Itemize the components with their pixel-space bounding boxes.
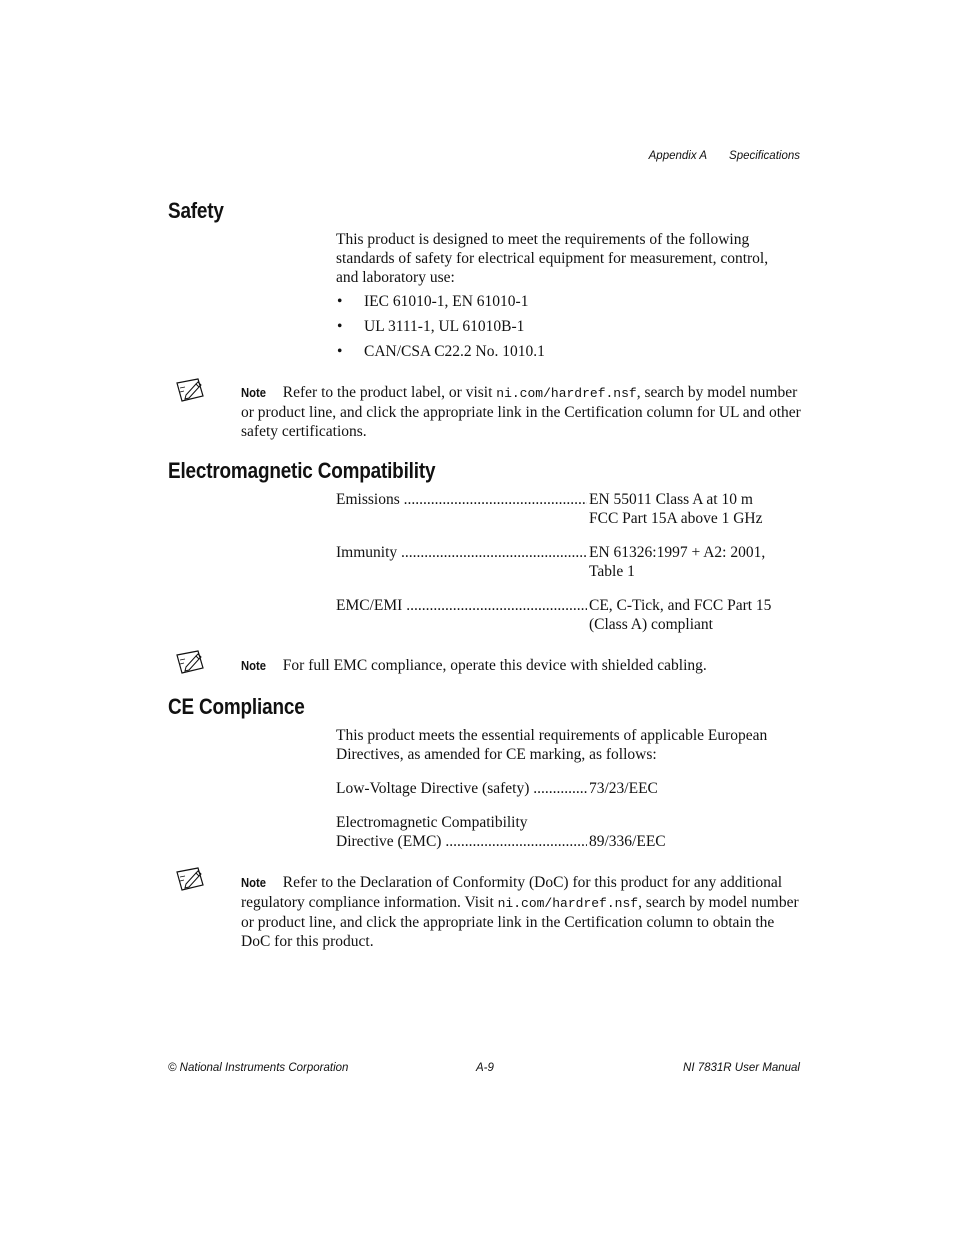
spec-value-line: (Class A) compliant: [589, 615, 713, 633]
spec-value-line: EN 61326:1997 + A2: 2001,: [589, 544, 766, 561]
directive-value: 73/23/EEC: [589, 780, 658, 797]
safety-heading: Safety: [168, 198, 224, 223]
running-header: [649, 150, 800, 162]
directive-label: Low-Voltage Directive (safety) .....: [336, 779, 587, 798]
list-item: • CAN/CSA C22.2 No. 1010.1: [336, 343, 545, 368]
ce-intro: This product meets the essential requirements of applicable European Directives, as amended for CE marking, as follows:: [336, 727, 768, 763]
note-pencil-icon: [176, 378, 204, 402]
spec-label: Emissions .....: [336, 491, 587, 510]
spec-value-line: Table 1: [589, 562, 635, 580]
hardref-link[interactable]: ni.com/hardref.nsf: [496, 386, 637, 401]
emc-note: [241, 656, 801, 676]
safety-intro: This product is designed to meet the requirements of the following standards of safety for electrical equipment for measurement, control, and laboratory use:: [336, 231, 769, 286]
footer-page-number: A-9: [476, 1062, 494, 1074]
spec-label: Immunity .....: [336, 544, 587, 563]
note-label: Note: [241, 876, 267, 890]
emc-heading: Electromagnetic Compatibility: [168, 458, 436, 483]
note-text: Refer to the Declaration of Conformity (DoC) for this product for any additional regulatory compliance information. Visit: [241, 874, 783, 911]
list-item: • UL 3111-1, UL 61010B-1: [336, 318, 545, 343]
header-appendix: Appendix A: [648, 150, 708, 162]
hardref-link[interactable]: ni.com/hardref.nsf: [497, 896, 639, 911]
safety-note: [241, 383, 801, 441]
spec-value: [589, 597, 804, 634]
directive-value: 89/336/EEC: [589, 833, 666, 850]
note-text: Refer to the product label, or visit: [282, 384, 497, 401]
note-pencil-icon: [176, 867, 204, 891]
directive-row-emc: [336, 813, 806, 851]
safety-standards-list: [336, 293, 545, 368]
spec-label: EMC/EMI .....: [336, 597, 587, 616]
directive-label: Directive (EMC) .....: [336, 832, 587, 851]
footer-manual-title: NI 7831R User Manual: [683, 1062, 800, 1074]
ce-heading: CE Compliance: [168, 694, 305, 719]
directive-label-line1: Electromagnetic Compatibility: [336, 814, 528, 831]
spec-value-line: FCC Part 15A above 1 GHz: [589, 509, 763, 527]
note-label: Note: [241, 659, 267, 673]
note-label: Note: [241, 386, 267, 400]
footer-copyright: © National Instruments Corporation: [168, 1062, 349, 1074]
note-text: For full EMC compliance, operate this device with shielded cabling.: [282, 657, 707, 674]
ce-note: [241, 873, 801, 951]
header-section: Specifications: [729, 150, 800, 162]
list-item: • IEC 61010-1, EN 61010-1: [336, 293, 545, 318]
spec-value-line: CE, C-Tick, and FCC Part 15: [589, 597, 772, 614]
directive-row-low-voltage: [336, 779, 806, 798]
note-text: , search by model number or product line, and click the appropriate link in the Certification column for UL and other safety certifications.: [241, 384, 801, 440]
spec-value: [589, 544, 804, 581]
note-text: , search by model number or product line, and click the appropriate link in the Certification column to obtain the DoC for this product.: [241, 894, 799, 950]
spec-value-line: EN 55011 Class A at 10 m: [589, 491, 753, 508]
note-pencil-icon: [176, 650, 204, 674]
spec-value: [589, 491, 804, 528]
